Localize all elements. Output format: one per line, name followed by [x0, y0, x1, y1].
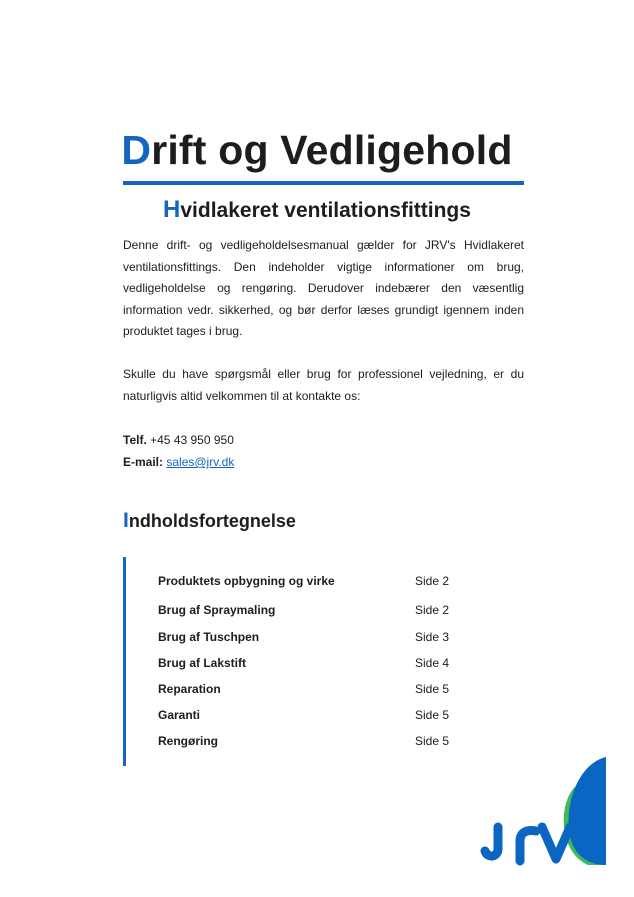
toc-heading	[123, 508, 296, 534]
toc-item-title: Rengøring	[158, 734, 218, 748]
toc-item-title: Produktets opbygning og virke	[158, 574, 335, 588]
toc-heading-initial: I	[123, 509, 129, 532]
toc-item-page: Side 2	[415, 603, 450, 617]
subtitle-rest: vidlakeret ventilationsfittings	[180, 199, 471, 222]
toc-item-page: Side 5	[415, 734, 450, 748]
title-rest: rift og Vedligehold	[151, 127, 513, 173]
phone-label: Telf.	[123, 433, 147, 447]
toc-item[interactable]	[158, 630, 478, 650]
subtitle-initial: H	[163, 196, 181, 223]
toc-heading-rest: ndholdsfortegnelse	[128, 511, 296, 531]
toc-item-page: Side 2	[415, 574, 450, 588]
logo-letter-r	[520, 830, 536, 861]
jrv-logo	[476, 755, 606, 867]
page-subtitle	[0, 196, 634, 225]
toc-item-page: Side 5	[415, 708, 450, 722]
toc-item[interactable]	[158, 734, 478, 754]
toc-item-title: Garanti	[158, 708, 201, 722]
intro-paragraph: Denne drift- og vedligeholdelsesmanual gælder for JRV's Hvidlakeret ventilationsfittings. Den indeholder vigtige informationer om brug, vedligeholdelse og rengøring. Derudover indebærer den væsentlig information vedr. sikkerhed, og bør derfor læses grundigt igennem inden produktet tages i brug.	[123, 238, 524, 338]
toc-item-page: Side 4	[415, 656, 450, 670]
toc-item-title: Brug af Tuschpen	[158, 630, 260, 644]
contact-paragraph: Skulle du have spørgsmål eller brug for professionel vejledning, er du naturligvis altid velkommen til at kontakte os:	[123, 367, 524, 403]
toc-item-title: Brug af Lakstift	[158, 656, 247, 670]
toc-item[interactable]	[158, 603, 478, 623]
toc-item-page: Side 5	[415, 682, 450, 696]
title-underline	[123, 181, 524, 185]
page-title	[0, 124, 634, 176]
logo-letter-j	[485, 827, 498, 856]
title-initial: D	[121, 127, 152, 173]
toc-item[interactable]	[158, 708, 478, 728]
toc-accent-bar	[123, 557, 126, 766]
toc-item-title: Reparation	[158, 682, 221, 696]
email-label: E-mail:	[123, 455, 164, 469]
toc-item-title: Brug af Spraymaling	[158, 603, 276, 617]
toc-item[interactable]	[158, 682, 478, 702]
contact-phone	[123, 429, 234, 451]
toc-item-page: Side 3	[415, 630, 450, 644]
contact-email	[123, 451, 234, 473]
phone-number: +45 43 950 950	[150, 433, 234, 447]
logo-letter-v	[542, 827, 570, 859]
toc-item[interactable]	[158, 574, 478, 594]
email-link[interactable]: sales@jrv.dk	[166, 455, 235, 469]
toc-item[interactable]	[158, 656, 478, 676]
